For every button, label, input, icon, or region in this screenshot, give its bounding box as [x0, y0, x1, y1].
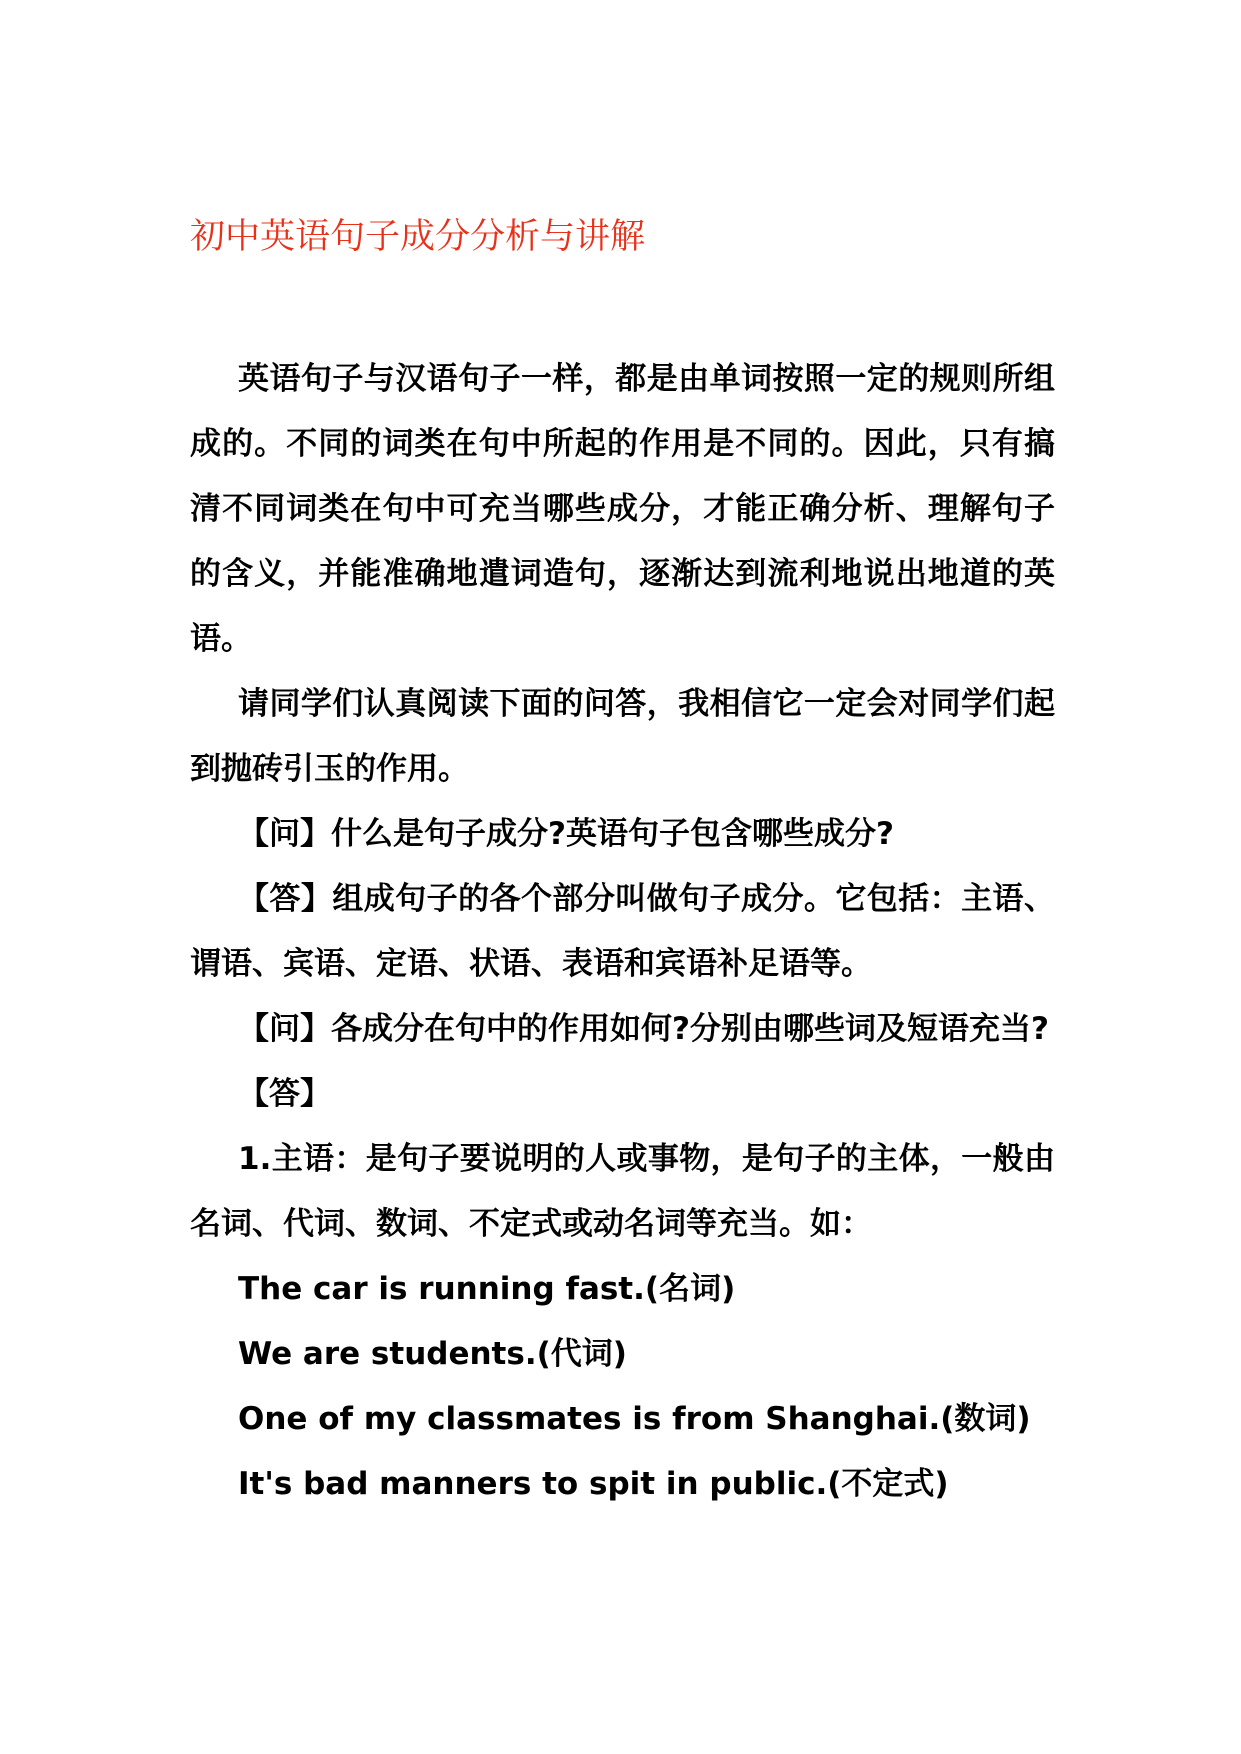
subject-definition: 1.主语：是句子要说明的人或事物，是句子的主体，一般由名词、代词、数词、不定式或动名词等充当。如： — [190, 1141, 1055, 1242]
question-2: 【问】各成分在句中的作用如何?分别由哪些词及短语充当? — [238, 1011, 1049, 1047]
document-body — [190, 347, 1055, 1517]
answer-2-heading: 【答】 — [238, 1076, 331, 1112]
example-sentence-2: We are students.(代词) — [238, 1336, 627, 1372]
example-sentence-1: The car is running fast.(名词) — [238, 1271, 736, 1307]
question-1: 【问】什么是句子成分?英语句子包含哪些成分? — [238, 816, 894, 852]
example-sentence-4: It's bad manners to spit in public.(不定式) — [238, 1466, 949, 1502]
answer-1: 【答】组成句子的各个部分叫做句子成分。它包括：主语、谓语、宾语、定语、状语、表语和宾语补足语等。 — [190, 881, 1055, 982]
example-sentence-3: One of my classmates is from Shanghai.(数词) — [238, 1401, 1031, 1437]
document-title: 初中英语句子成分分析与讲解 — [190, 217, 646, 257]
reading-prompt-paragraph: 请同学们认真阅读下面的问答，我相信它一定会对同学们起到抛砖引玉的作用。 — [190, 686, 1055, 787]
intro-paragraph: 英语句子与汉语句子一样，都是由单词按照一定的规则所组成的。不同的词类在句中所起的作用是不同的。因此，只有搞清不同词类在句中可充当哪些成分，才能正确分析、理解句子的含义，并能准确地遣词造句，逐渐达到流利地说出地道的英语。 — [190, 361, 1055, 657]
